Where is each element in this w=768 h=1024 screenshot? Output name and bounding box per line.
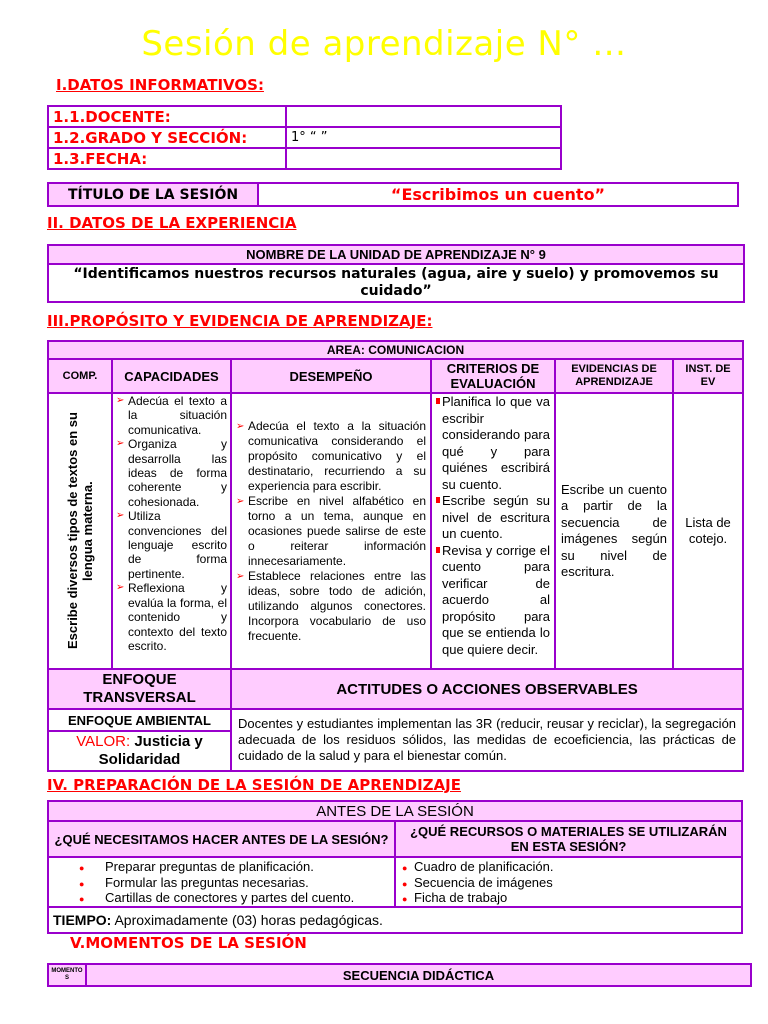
col-capacidades: CAPACIDADES	[112, 359, 231, 393]
antes-item: ● Cartillas de conectores y partes del cuento.	[79, 890, 390, 906]
competencia-cell	[48, 393, 112, 669]
tiempo-label: TIEMPO:	[53, 911, 112, 928]
proposito-table	[47, 340, 744, 772]
page-title: Sesión de aprendizaje N° …	[141, 24, 627, 64]
recursos-list-cell	[395, 857, 742, 907]
session-title-value: “Escribimos un cuento”	[258, 183, 738, 206]
enfoque-header: ENFOQUE TRANSVERSAL	[48, 669, 231, 709]
unit-header: NOMBRE DE LA UNIDAD DE APRENDIZAJE N° 9	[48, 245, 744, 264]
col-comp: COMP.	[48, 359, 112, 393]
tiempo-value: Aproximadamente (03) horas pedagógicas.	[111, 911, 383, 928]
actitudes-text: Docentes y estudiantes implementan las 3R (reducir, reusar y reciclar), la segregación adecuada de los residuos sólidos, las medidas de ecoeficiencia, las prácticas de cuidado de la salud y para el bienestar común.	[231, 709, 743, 771]
datos-table	[47, 105, 562, 170]
momentos-label: MOMENTOS	[48, 964, 86, 986]
capacidad-item: ➢ Utiliza convenciones del lenguaje escrito de forma pertinente.	[116, 509, 227, 581]
antes-item: ● Formular las preguntas necesarias.	[79, 875, 390, 891]
section-2-heading: II. DATOS DE LA EXPERIENCIA	[47, 214, 297, 232]
valor-cell	[48, 731, 231, 771]
evidencia-cell: Escribe un cuento a partir de la secuencia de imágenes según su nivel de escritura.	[555, 393, 673, 669]
criterio-item: Planifica lo que va escribir considerando para qué y para quiénes escribirá su cuento.	[436, 394, 550, 493]
fecha-label: 1.3.FECHA:	[48, 148, 286, 169]
col-evidencias: EVIDENCIAS DE APRENDIZAJE	[555, 359, 673, 393]
fecha-value	[286, 148, 561, 169]
recurso-item: ● Ficha de trabajo	[402, 890, 737, 906]
momentos-table	[47, 963, 752, 987]
criterio-item: Escribe según su nivel de escritura un cuento.	[436, 493, 550, 543]
docente-value	[286, 106, 561, 127]
section-1-heading: I.DATOS INFORMATIVOS:	[56, 76, 264, 94]
competencia-text: Escribe diversos tipos de textos en su lengua materna.	[65, 412, 95, 650]
session-title-table	[47, 182, 739, 207]
desempeno-cell	[231, 393, 431, 669]
capacidad-item: ➢ Adecúa el texto a la situación comunicativa.	[116, 394, 227, 437]
desempeno-item: ➢ Escribe en nivel alfabético en torno a un tema, aunque en ocasiones puede salirse de este o reiterar información innecesariamente.	[236, 494, 426, 569]
preparacion-table	[47, 800, 743, 934]
capacidad-item: ➢ Organiza y desarrolla las ideas de forma coherente y cohesionada.	[116, 437, 227, 509]
criterios-cell	[431, 393, 555, 669]
col-instrumento: INST. DE EV	[673, 359, 743, 393]
recurso-item: ● Cuadro de planificación.	[402, 859, 737, 875]
actitudes-header: ACTITUDES O ACCIONES OBSERVABLES	[231, 669, 743, 709]
antes-item: ● Preparar preguntas de planificación.	[79, 859, 390, 875]
area-header: AREA: COMUNICACION	[48, 341, 743, 359]
tiempo-cell	[48, 907, 742, 933]
desempeno-item: ➢ Adecúa el texto a la situación comunicativa considerando el propósito comunicativo y el destinatario, recurriendo a su experiencia para escribir.	[236, 419, 426, 494]
question-2: ¿QUÉ RECURSOS O MATERIALES SE UTILIZARÁN EN ESTA SESIÓN?	[395, 821, 742, 857]
docente-label: 1.1.DOCENTE:	[48, 106, 286, 127]
capacidades-cell	[112, 393, 231, 669]
section-4-heading: IV. PREPARACIÓN DE LA SESIÓN DE APRENDIZAJE	[47, 776, 461, 794]
recurso-item: ● Secuencia de imágenes	[402, 875, 737, 891]
capacidad-item: ➢ Reflexiona y evalúa la forma, el contenido y contexto del texto escrito.	[116, 581, 227, 653]
question-1: ¿QUÉ NECESITAMOS HACER ANTES DE LA SESIÓN?	[48, 821, 395, 857]
session-title-label: TÍTULO DE LA SESIÓN	[48, 183, 258, 206]
unit-table	[47, 244, 745, 303]
valor-value: Justicia y Solidaridad	[98, 733, 203, 768]
grado-value: 1° “ ”	[286, 127, 561, 148]
criterio-item: Revisa y corrige el cuento para verificar de acuerdo al propósito para que se entienda lo que quiere decir.	[436, 543, 550, 659]
col-criterios: CRITERIOS DE EVALUACIÓN	[431, 359, 555, 393]
enfoque-name: ENFOQUE AMBIENTAL	[48, 709, 231, 731]
secuencia-header: SECUENCIA DIDÁCTICA	[86, 964, 751, 986]
unit-name: “Identificamos nuestros recursos naturales (agua, aire y suelo) y promovemos su cuidado”	[48, 264, 744, 302]
section-3-heading: III.PROPÓSITO Y EVIDENCIA DE APRENDIZAJE:	[47, 312, 433, 330]
valor-label: VALOR:	[76, 733, 131, 750]
section-5-heading: V.MOMENTOS DE LA SESIÓN	[70, 934, 307, 952]
grado-label: 1.2.GRADO Y SECCIÓN:	[48, 127, 286, 148]
col-desempeno: DESEMPEÑO	[231, 359, 431, 393]
instrumento-cell: Lista de cotejo.	[673, 393, 743, 669]
antes-header: ANTES DE LA SESIÓN	[48, 801, 742, 821]
antes-list-cell	[48, 857, 395, 907]
desempeno-item: ➢ Establece relaciones entre las ideas, sobre todo de adición, utilizando algunos conectores. Incorpora vocabulario de uso frecuente.	[236, 569, 426, 644]
